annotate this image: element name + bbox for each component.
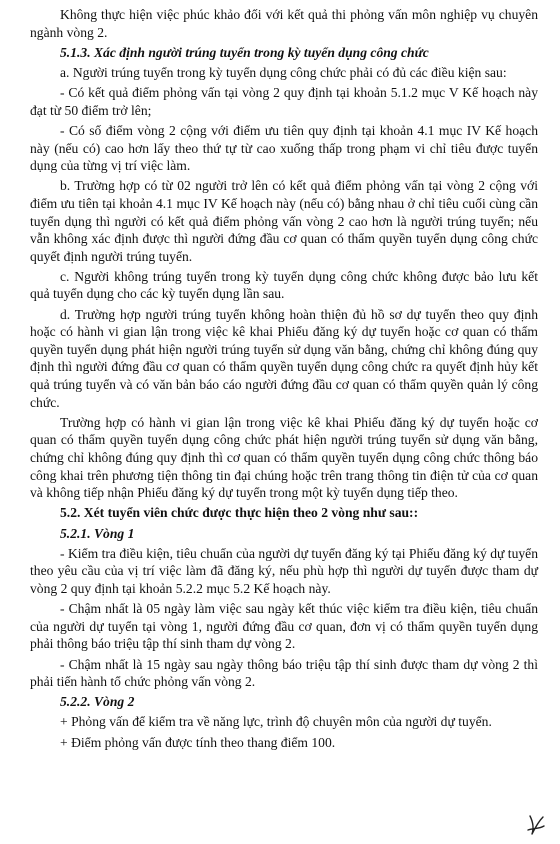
paragraph-no-review: Không thực hiện việc phúc khảo đối với kết quả thi phỏng vấn môn nghiệp vụ chuyên ngành vòng 2. (30, 7, 538, 40)
signature-mark (524, 812, 546, 838)
section-heading-5-1-3: 5.1.3. Xác định người trúng tuyển trong kỳ tuyển dụng công chức (60, 44, 429, 60)
paragraph-condition-priority: - Có số điểm vòng 2 cộng với điểm ưu tiên quy định tại khoản 4.1 mục IV Kế hoạch này (nếu có) cao hơn lấy theo thứ tự từ cao xuống thấp trong phạm vi chỉ tiêu được tuyển dụng của từng vị trí việc làm. (30, 122, 538, 174)
paragraph-no-reserve: c. Người không trúng tuyển trong kỳ tuyển dụng công chức không được bảo lưu kết quả tuyển dụng cho các kỳ tuyển dụng lần sau. (30, 268, 538, 302)
paragraph-conditions-intro: a. Người trúng tuyển trong kỳ tuyển dụng công chức phải có đủ các điều kiện sau: (60, 64, 507, 80)
section-heading-5-2-1: 5.2.1. Vòng 1 (60, 525, 135, 541)
paragraph-interview-scale: + Điểm phỏng vấn được tính theo thang điểm 100. (60, 734, 336, 750)
paragraph-condition-score: - Có kết quả điểm phỏng vấn tại vòng 2 quy định tại khoản 5.1.2 mục V Kế hoạch này đạt từ 50 điểm trở lên; (30, 85, 538, 118)
section-heading-5-2: 5.2. Xét tuyển viên chức được thực hiện theo 2 vòng như sau:: (60, 505, 419, 521)
section-heading-5-2-2: 5.2.2. Vòng 2 (60, 694, 135, 710)
paragraph-cancel-result: d. Trường hợp người trúng tuyển không hoàn thiện đủ hồ sơ dự tuyển theo quy định hoặc có hành vi gian lận trong việc kê khai Phiếu đăng ký dự tuyển hoặc cơ quan có thẩm quyền tuyển dụng phát hiện người trúng tuyển sử dụng văn bằng, chứng chỉ không đúng quy định thì người đứng đầu cơ quan có thẩm quyền tuyển dụng công chức ra quyết định hủy kết quả trúng tuyển và có văn bản báo cáo người đứng đầu cơ quan có thẩm quyền quản lý công chức. (30, 306, 538, 410)
paragraph-round2-deadline: - Chậm nhất là 15 ngày sau ngày thông báo triệu tập thí sinh được tham dự vòng 2 thì phải tiến hành tổ chức phỏng vấn vòng 2. (30, 656, 538, 690)
paragraph-tie-case: b. Trường hợp có từ 02 người trở lên có kết quả điểm phỏng vấn tại vòng 2 cộng với điểm ưu tiên tại khoản 4.1 mục IV Kế hoạch này (nếu có) bằng nhau ở chỉ tiêu cuối cùng cần tuyển dụng thì người có kết quả điểm phỏng vấn vòng 2 cao hơn là người trúng tuyển; nếu vẫn không xác định được thì người đứng đầu cơ quan có thẩm quyền tuyển dụng công chức quyết định người trúng tuyển. (30, 178, 538, 264)
paragraph-interview-purpose: + Phỏng vấn để kiểm tra về năng lực, trình độ chuyên môn của người dự tuyển. (60, 714, 492, 730)
paragraph-fraud-case: Trường hợp có hành vi gian lận trong việc kê khai Phiếu đăng ký dự tuyển hoặc cơ quan có thẩm quyền tuyển dụng công chức phát hiện người trúng tuyển sử dụng văn bằng, chứng chỉ không đúng quy định thì cơ quan có thẩm quyền tuyển dụng công chức thông báo công khai trên phương tiện thông tin đại chúng hoặc trên trang thông tin điện tử của cơ quan và không tiếp nhận Phiếu đăng ký dự tuyển trong một kỳ tuyển dụng tiếp theo. (30, 414, 538, 501)
paragraph-round1-check: - Kiểm tra điều kiện, tiêu chuẩn của người dự tuyển đăng ký tại Phiếu đăng ký dự tuyển theo yêu cầu của vị trí việc làm đã đăng ký, nếu phù hợp thì người dự tuyển được tham dự vòng 2 quy định tại khoản 5.2.2 mục 5.2 Kế hoạch này. (30, 545, 538, 596)
paragraph-round1-deadline: - Chậm nhất là 05 ngày làm việc sau ngày kết thúc việc kiểm tra điều kiện, tiêu chuẩn của người dự tuyển tại vòng 1, người đứng đầu cơ quan, đơn vị có thẩm quyền tuyển dụng phải thông báo triệu tập thí sinh tham dự vòng 2. (30, 601, 538, 652)
